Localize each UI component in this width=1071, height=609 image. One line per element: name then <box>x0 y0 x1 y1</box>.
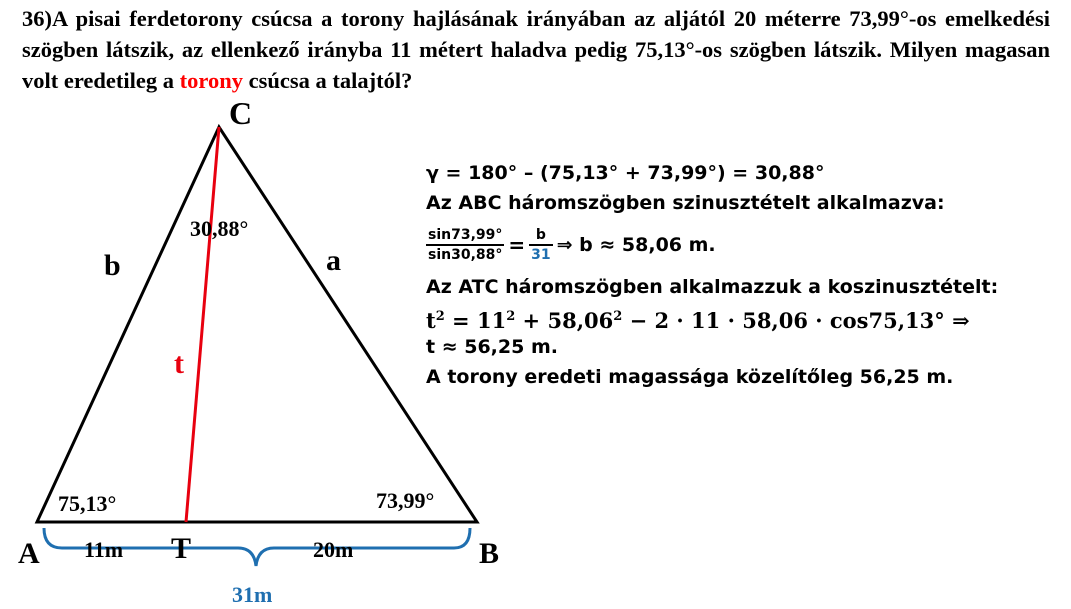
side-b-label: b <box>104 249 121 282</box>
cos-t: t <box>426 308 436 333</box>
fraction-sines <box>426 226 504 264</box>
sine-rule-equation <box>426 218 1066 272</box>
fraction-sines-numerator: sin73,99° <box>428 227 503 244</box>
point-t-label: T <box>171 532 192 565</box>
angle-c-label: 30,88° <box>190 216 249 241</box>
cosine-rule-intro: Az ATC háromszögben alkalmazzuk a koszinusztételt: <box>426 276 999 298</box>
equals-sign: = <box>508 233 526 257</box>
problem-suffix: csúcsa a talajtól? <box>243 68 413 93</box>
cos-exp-2: 2 <box>506 309 516 324</box>
cos-exp-1: 2 <box>435 309 445 324</box>
fraction-sides-numerator: b <box>535 227 546 244</box>
dist-ab-label: 31m <box>232 582 273 607</box>
dist-tb-label: 20m <box>313 537 354 562</box>
fraction-sines-denominator: sin30,88° <box>428 246 503 263</box>
cos-mid-2: + 58,06 <box>515 308 614 333</box>
dist-at-label: 11m <box>84 537 124 562</box>
final-answer: A torony eredeti magassága közelítőleg 56,25 m. <box>426 366 954 388</box>
angle-a-label: 75,13° <box>58 491 117 516</box>
cos-mid: = 11 <box>444 308 507 333</box>
cos-exp-3: 2 <box>613 309 623 324</box>
solution-block <box>426 158 1066 392</box>
b-result: ⇒ b ≈ 58,06 m. <box>556 234 716 256</box>
segment-t-label: t <box>174 347 184 380</box>
fraction-sides-denominator: 31 <box>531 246 551 263</box>
sine-rule-intro: Az ABC háromszögben szinusztételt alkalmazva: <box>426 192 945 214</box>
cos-tail: − 2 · 11 · 58,06 · cos75,13° ⇒ <box>622 308 970 333</box>
vertex-c-label: C <box>229 95 253 131</box>
fraction-sides <box>529 226 552 264</box>
triangle-outline <box>37 127 477 522</box>
problem-highlight: torony <box>179 68 243 93</box>
problem-prefix: 36)A pisai ferdetorony csúcsa a torony hajlásának irányában az aljától 20 méterre 73,99°-os emelkedési szögben látszik, az ellenkező irányba 11 métert haladva pedig 75,13°-os szögben látszik. Milyen magasan volt eredetileg a <box>22 6 1050 93</box>
gamma-line: γ = 180° – (75,13° + 73,99°) = 30,88° <box>426 162 825 184</box>
vertex-a-label: A <box>18 537 40 570</box>
side-a-label: a <box>326 244 341 277</box>
angle-b-label: 73,99° <box>376 488 435 513</box>
t-result: t ≈ 56,25 m. <box>426 336 558 358</box>
cosine-rule-equation <box>426 302 1066 332</box>
vertex-b-label: B <box>479 537 500 570</box>
